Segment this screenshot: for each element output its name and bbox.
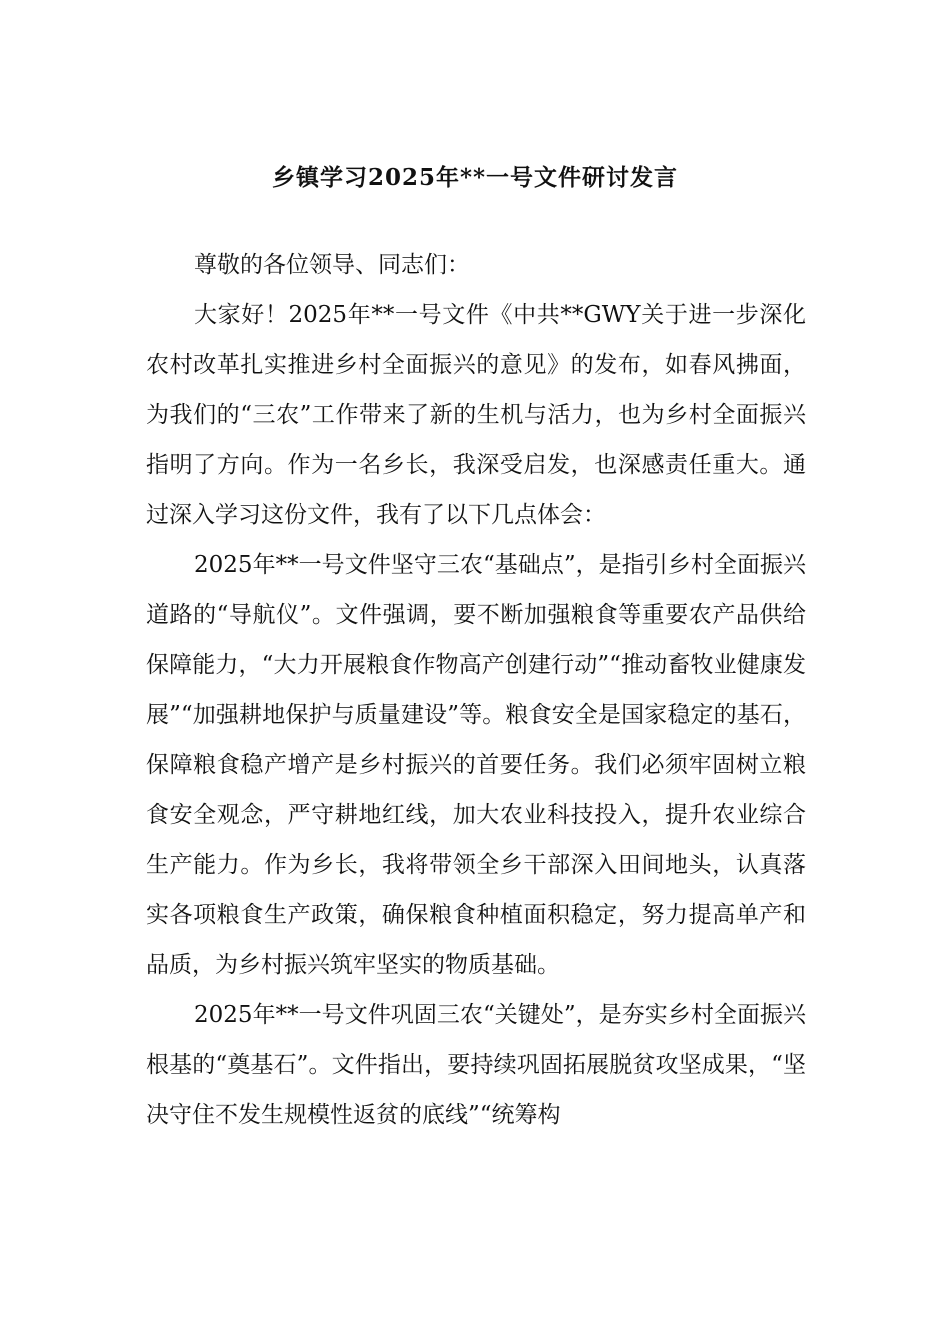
paragraph-1: 大家好！2025年**一号文件《中共**GWY关于进一步深化农村改革扎实推进乡村全面振兴的意见》的发布，如春风拂面，为我们的“三农”工作带来了新的生机与活力，也为乡村全面振兴指明了方向。作为一名乡长，我深受启发，也深感责任重大。通过深入学习这份文件，我有了以下几点体会： — [146, 302, 806, 528]
paragraph-3: 2025年**一号文件巩固三农“关键处”，是夯实乡村全面振兴根基的“奠基石”。文件指出，要持续巩固拓展脱贫攻坚成果，“坚决守住不发生规模性返贫的底线”“统筹构 — [146, 1002, 806, 1128]
document-title: 乡镇学习2025年**一号文件研讨发言 — [271, 164, 679, 191]
document-body — [146, 240, 806, 1140]
paragraph-2: 2025年**一号文件坚守三农“基础点”，是指引乡村全面振兴道路的“导航仪”。文件强调，要不断加强粮食等重要农产品供给保障能力，“大力开展粮食作物高产创建行动”“推动畜牧业健康发展”“加强耕地保护与质量建设”等。粮食安全是国家稳定的基石，保障粮食稳产增产是乡村振兴的首要任务。我们必须牢固树立粮食安全观念，严守耕地红线，加大农业科技投入，提升农业综合生产能力。作为乡长，我将带领全乡干部深入田间地头，认真落实各项粮食生产政策，确保粮食种植面积稳定，努力提高单产和品质，为乡村振兴筑牢坚实的物质基础。 — [146, 552, 806, 978]
salutation: 尊敬的各位领导、同志们： — [194, 252, 470, 278]
